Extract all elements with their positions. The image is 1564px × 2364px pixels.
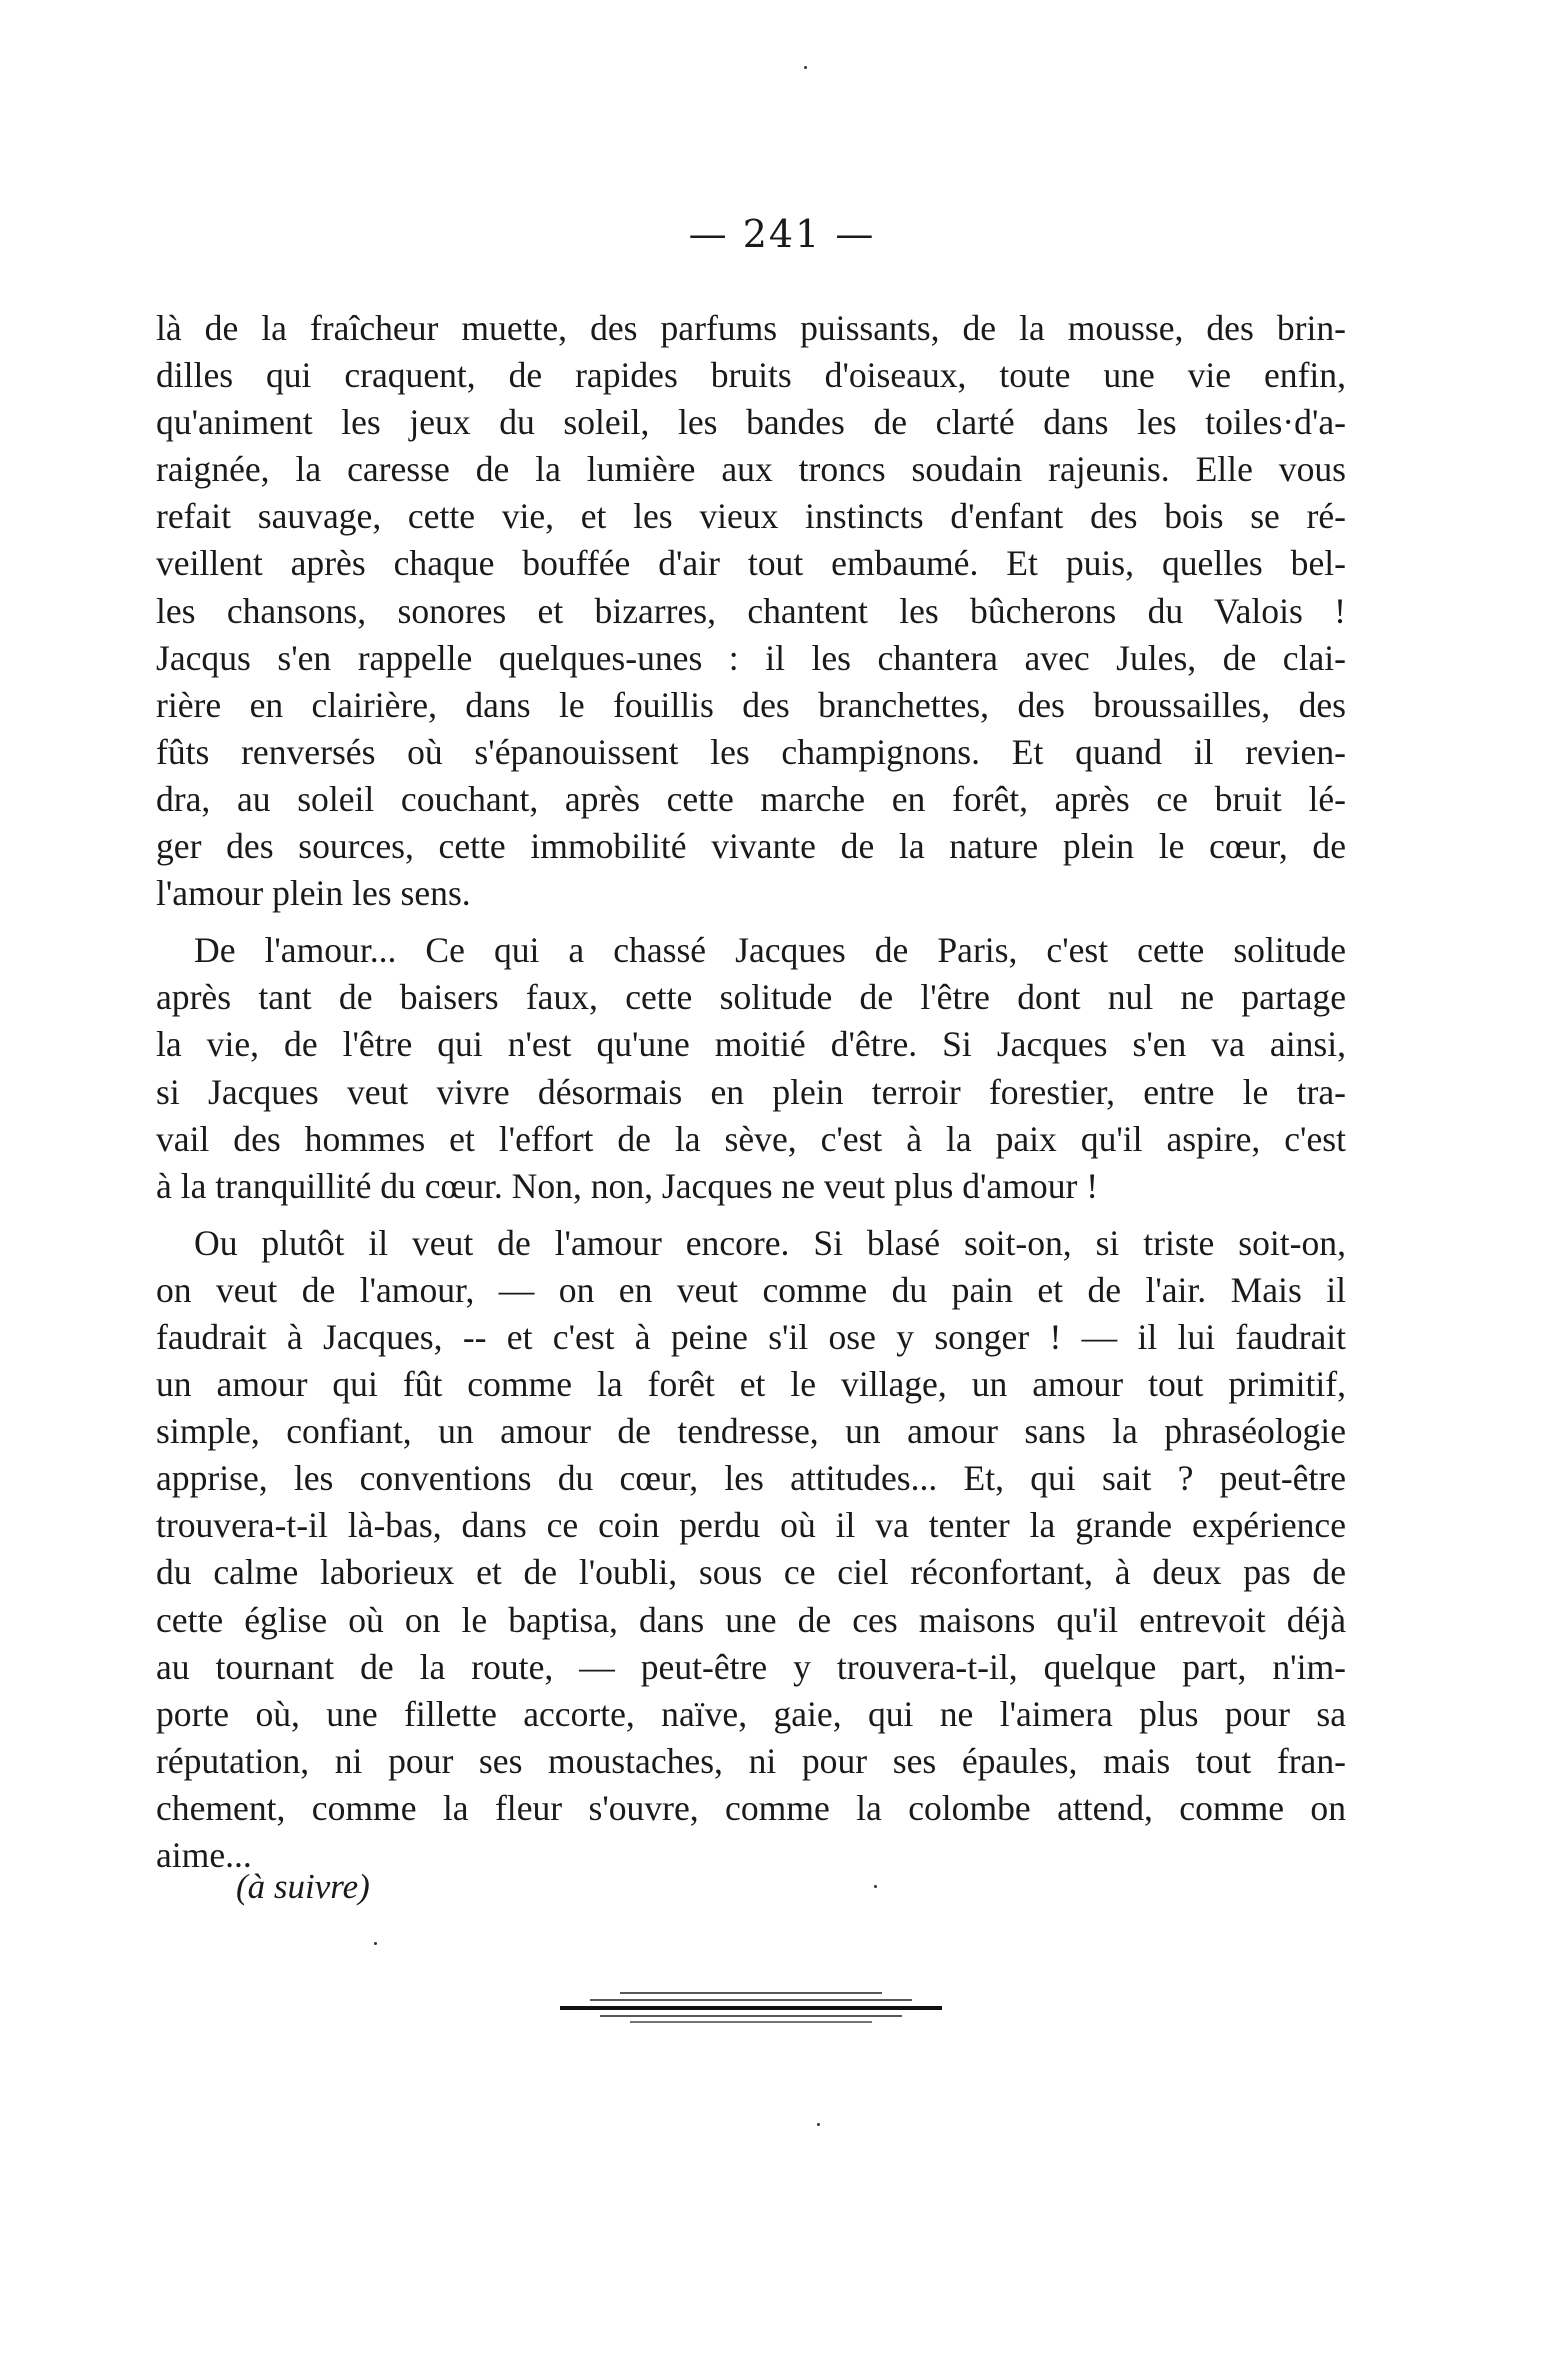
page-number: — 241 — bbox=[688, 212, 876, 256]
text-line: un amour qui fût comme la forêt et le village, un amour tout primitif, bbox=[156, 1364, 1346, 1405]
text-line: simple, confiant, un amour de tendresse, un amour sans la phraséologie bbox=[156, 1411, 1346, 1452]
text-line: Jacqus s'en rappelle quelques-unes : il les chantera avec Jules, de clai- bbox=[156, 637, 1346, 678]
paper-speck bbox=[374, 1942, 377, 1945]
text-line: trouvera-t-il là-bas, dans ce coin perdu où il va tenter la grande expérience bbox=[156, 1505, 1346, 1546]
text-line: Ou plutôt il veut de l'amour encore. Si blasé soit-on, si triste soit-on, bbox=[194, 1222, 1346, 1263]
text-line: réputation, ni pour ses moustaches, ni pour ses épaules, mais tout fran- bbox=[156, 1740, 1346, 1781]
to-be-continued-note: (à suivre) bbox=[236, 1867, 370, 1906]
text-line: faudrait à Jacques, -- et c'est à peine s'il ose y songer ! — il lui faudrait bbox=[156, 1316, 1346, 1357]
end-ornament-rule bbox=[560, 1988, 942, 2028]
text-line: porte où, une fillette accorte, naïve, gaie, qui ne l'aimera plus pour sa bbox=[156, 1693, 1346, 1734]
text-line: si Jacques veut vivre désormais en plein terroir forestier, entre le tra- bbox=[156, 1071, 1346, 1112]
text-line: l'amour plein les sens. bbox=[156, 873, 471, 914]
paragraph bbox=[156, 1220, 1346, 1879]
text-line: rière en clairière, dans le fouillis des branchettes, des broussailles, des bbox=[156, 684, 1346, 725]
text-line: chement, comme la fleur s'ouvre, comme la colombe attend, comme on bbox=[156, 1787, 1346, 1828]
body-text bbox=[156, 305, 1346, 1879]
paper-speck bbox=[817, 2123, 820, 2126]
text-line: au tournant de la route, — peut-être y trouvera-t-il, quelque part, n'im- bbox=[156, 1646, 1346, 1687]
paper-speck bbox=[874, 1885, 877, 1888]
text-line: cette église où on le baptisa, dans une de ces maisons qu'il entrevoit déjà bbox=[156, 1599, 1346, 1640]
paragraph-gap bbox=[156, 917, 1346, 927]
text-line: De l'amour... Ce qui a chassé Jacques de Paris, c'est cette solitude bbox=[194, 930, 1346, 971]
paragraph-gap bbox=[156, 1210, 1346, 1220]
text-line: ger des sources, cette immobilité vivante de la nature plein le cœur, de bbox=[156, 826, 1346, 867]
text-line: apprise, les conventions du cœur, les attitudes... Et, qui sait ? peut-être bbox=[156, 1458, 1346, 1499]
text-line: les chansons, sonores et bizarres, chantent les bûcherons du Valois ! bbox=[156, 590, 1346, 631]
text-line: du calme laborieux et de l'oubli, sous ce ciel réconfortant, à deux pas de bbox=[156, 1552, 1346, 1593]
text-line: refait sauvage, cette vie, et les vieux instincts d'enfant des bois se ré- bbox=[156, 496, 1346, 537]
paper-speck bbox=[804, 66, 807, 69]
text-line: qu'animent les jeux du soleil, les bandes de clarté dans les toiles·d'a- bbox=[156, 402, 1346, 443]
text-line: dilles qui craquent, de rapides bruits d'oiseaux, toute une vie enfin, bbox=[156, 355, 1346, 396]
text-line: fûts renversés où s'épanouissent les champignons. Et quand il revien- bbox=[156, 731, 1346, 772]
text-line: vail des hommes et l'effort de la sève, c'est à la paix qu'il aspire, c'est bbox=[156, 1118, 1346, 1159]
paragraph bbox=[156, 305, 1346, 917]
text-line: on veut de l'amour, — on en veut comme du pain et de l'air. Mais il bbox=[156, 1269, 1346, 1310]
text-line: à la tranquillité du cœur. Non, non, Jacques ne veut plus d'amour ! bbox=[156, 1165, 1099, 1206]
text-line: la vie, de l'être qui n'est qu'une moitié d'être. Si Jacques s'en va ainsi, bbox=[156, 1024, 1346, 1065]
text-line: là de la fraîcheur muette, des parfums puissants, de la mousse, des brin- bbox=[156, 308, 1346, 348]
text-line: dra, au soleil couchant, après cette marche en forêt, après ce bruit lé- bbox=[156, 778, 1346, 819]
text-line: après tant de baisers faux, cette solitude de l'être dont nul ne partage bbox=[156, 977, 1346, 1018]
text-line: raignée, la caresse de la lumière aux troncs soudain rajeunis. Elle vous bbox=[156, 449, 1346, 490]
paragraph bbox=[156, 927, 1346, 1210]
text-line: veillent après chaque bouffée d'air tout embaumé. Et puis, quelles bel- bbox=[156, 543, 1346, 584]
text-line: aime... bbox=[156, 1835, 252, 1875]
